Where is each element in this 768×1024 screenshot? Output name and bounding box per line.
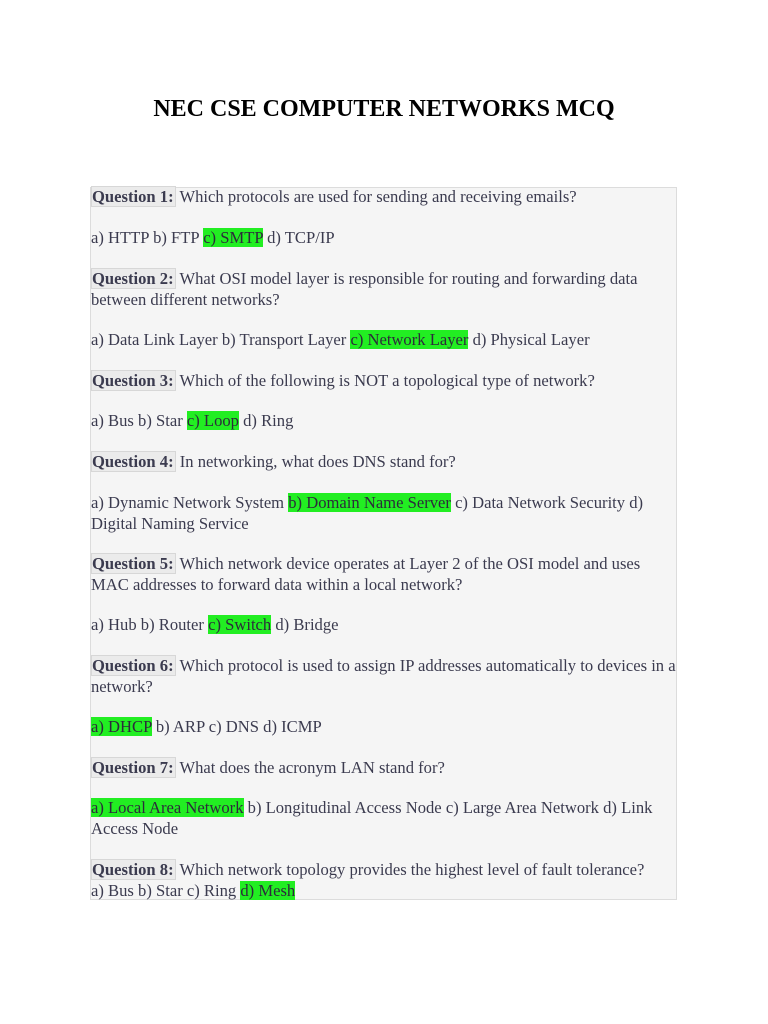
question-3: [91, 371, 677, 392]
question-label: Question 2:: [92, 269, 174, 288]
option: d) Ring: [243, 411, 294, 430]
answer-options-3: [91, 411, 677, 432]
question-label: Question 4:: [92, 452, 174, 471]
question-6: [91, 656, 677, 697]
option: a) Bus: [91, 411, 134, 430]
question-label: Question 1:: [92, 187, 174, 206]
question-4: [91, 452, 677, 473]
correct-answer-highlight: d) Mesh: [240, 880, 296, 900]
correct-answer-highlight: c) Loop: [186, 411, 239, 430]
answer-options-4: [91, 493, 677, 534]
answer-options-6: [91, 717, 677, 738]
question-label: Question 8:: [92, 860, 174, 879]
correct-answer-highlight: c) Network Layer: [350, 330, 469, 349]
option: d) Link Access Node: [91, 798, 653, 838]
question-5: [91, 554, 677, 595]
option: b) Router: [140, 615, 204, 634]
correct-answer-highlight: c) Switch: [208, 615, 272, 634]
option: d) Physical Layer: [472, 330, 590, 349]
page-title: NEC CSE COMPUTER NETWORKS MCQ: [153, 96, 615, 122]
correct-answer-highlight: c) SMTP: [203, 228, 263, 247]
correct-answer-highlight: b) Domain Name Server: [288, 493, 451, 512]
question-text: What OSI model layer is responsible for routing and forwarding data between different networks?: [91, 269, 638, 309]
question-label: Question 5:: [92, 554, 174, 573]
option: a) Data Link Layer: [91, 330, 218, 349]
option: b) Transport Layer: [221, 330, 347, 349]
option: a) Bus: [91, 880, 134, 900]
question-text: Which network device operates at Layer 2 of the OSI model and uses MAC addresses to forward data within a local network?: [91, 554, 641, 594]
question-text: Which of the following is NOT a topological type of network?: [179, 371, 595, 390]
option: b) Star: [138, 880, 183, 900]
option: d) ICMP: [263, 717, 322, 736]
option: c) Data Network Security: [455, 493, 626, 512]
question-label: Question 7:: [92, 758, 174, 777]
option: a) Dynamic Network System: [91, 493, 285, 512]
option: c) DNS: [208, 717, 259, 736]
option: c) Large Area Network: [445, 798, 599, 817]
option: a) HTTP: [91, 228, 149, 247]
option: d) Digital Naming Service: [91, 493, 644, 533]
question-7: [91, 758, 677, 779]
answer-options-7: [91, 798, 677, 839]
question-8: [91, 860, 677, 901]
question-1: [91, 187, 677, 208]
answer-options-1: [91, 228, 677, 249]
answer-options-5: [91, 615, 677, 636]
answer-options-2: [91, 330, 677, 351]
question-text: What does the acronym LAN stand for?: [179, 758, 445, 777]
question-label: Question 6:: [92, 656, 174, 675]
option: d) TCP/IP: [267, 228, 335, 247]
question-text: Which protocols are used for sending and receiving emails?: [179, 187, 577, 206]
correct-answer-highlight: a) Local Area Network: [91, 798, 244, 817]
option: c) Ring: [186, 880, 237, 900]
question-text: In networking, what does DNS stand for?: [179, 452, 456, 471]
option: d) Bridge: [275, 615, 339, 634]
question-label: Question 3:: [92, 371, 174, 390]
option: b) FTP: [153, 228, 200, 247]
question-2: [91, 269, 677, 310]
correct-answer-highlight: a) DHCP: [91, 717, 152, 736]
question-text: Which protocol is used to assign IP addresses automatically to devices in a network?: [91, 656, 676, 696]
option: b) ARP: [155, 717, 205, 736]
option: b) Longitudinal Access Node: [247, 798, 442, 817]
option: b) Star: [138, 411, 183, 430]
question-text: Which network topology provides the highest level of fault tolerance?: [179, 860, 645, 879]
option: a) Hub: [91, 615, 137, 634]
